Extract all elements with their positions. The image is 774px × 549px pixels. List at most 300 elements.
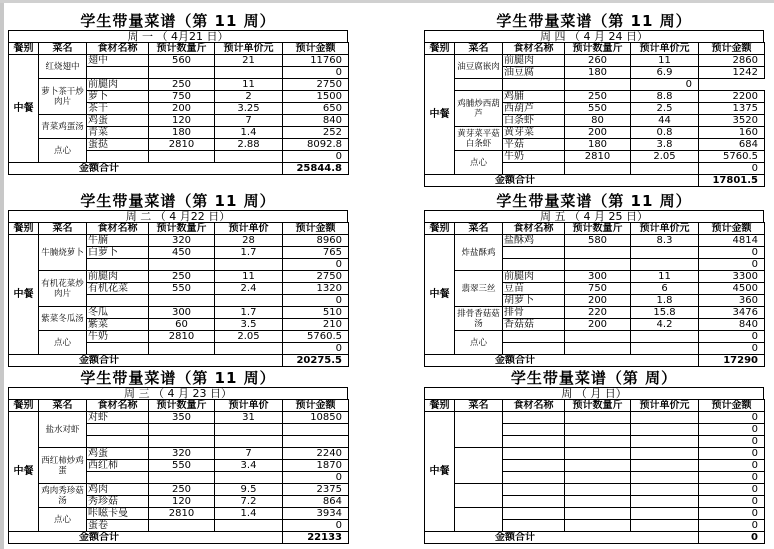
ingredient-cell: [503, 484, 565, 496]
dish-name-cell: 萝卜茶干炒肉片: [39, 79, 87, 115]
ingredient-cell: 紫菜: [87, 319, 149, 331]
amount-cell: 1242: [699, 67, 765, 79]
unit-price-cell: [215, 424, 283, 436]
column-header: 菜名: [455, 43, 503, 55]
ingredient-cell: 平菇: [503, 139, 565, 151]
column-header: 菜名: [455, 400, 503, 412]
table-row: [425, 484, 765, 496]
meal-type-cell: 中餐: [425, 235, 455, 355]
ingredient-cell: 茶干: [87, 103, 149, 115]
dish-name-cell: 西红柿炒鸡蛋: [39, 448, 87, 484]
column-header: 菜名: [39, 223, 87, 235]
column-header: 预计金额: [283, 400, 349, 412]
unit-price-cell: 7: [215, 115, 283, 127]
amount-cell: 2750: [283, 79, 349, 91]
column-header: 预计金额: [699, 223, 765, 235]
amount-cell: 840: [699, 319, 765, 331]
menu-block-monday: [8, 12, 348, 175]
column-header: 餐别: [425, 400, 455, 412]
meal-type-cell: 中餐: [425, 55, 455, 175]
unit-price-cell: 3.25: [215, 103, 283, 115]
quantity-cell: 250: [149, 79, 215, 91]
amount-cell: 2375: [283, 484, 349, 496]
quantity-cell: 750: [149, 91, 215, 103]
amount-cell: 3520: [699, 115, 765, 127]
unit-price-cell: 1.4: [215, 127, 283, 139]
quantity-cell: 550: [565, 103, 631, 115]
amount-cell: 2200: [699, 91, 765, 103]
column-header: 预计数量斤: [149, 43, 215, 55]
table-row: [9, 484, 349, 496]
quantity-cell: [565, 331, 631, 343]
amount-cell: 0: [699, 472, 765, 484]
table-row: [425, 412, 765, 424]
ingredient-cell: 鸡蛋: [87, 115, 149, 127]
amount-cell: [283, 436, 349, 448]
unit-price-cell: [215, 295, 283, 307]
column-header: 菜名: [39, 400, 87, 412]
dish-name-cell: 青菜鸡蛋汤: [39, 115, 87, 139]
amount-cell: 4500: [699, 283, 765, 295]
header-row: [425, 400, 765, 412]
quantity-cell: 550: [149, 283, 215, 295]
unit-price-cell: [631, 436, 699, 448]
menu-block-thursday: [424, 12, 764, 187]
amount-cell: 650: [283, 103, 349, 115]
quantity-cell: [565, 247, 631, 259]
column-header: 预计数量斤: [149, 400, 215, 412]
ingredient-cell: [503, 412, 565, 424]
unit-price-cell: 21: [215, 55, 283, 67]
amount-cell: 0: [631, 79, 699, 91]
unit-price-cell: [631, 484, 699, 496]
unit-price-cell: 6: [631, 283, 699, 295]
ingredient-cell: 排骨: [503, 307, 565, 319]
table-row: [9, 412, 349, 424]
day-date-header: 周 二 （ 4 月22 日）: [8, 210, 348, 222]
total-row: [9, 532, 349, 544]
total-amount: 20275.5: [283, 355, 349, 367]
unit-price-cell: [215, 67, 283, 79]
menu-title: 学生带量菜谱（第 11 周）: [496, 12, 692, 30]
amount-cell: 0: [699, 520, 765, 532]
ingredient-cell: 有机花菜: [87, 283, 149, 295]
amount-cell: 0: [699, 331, 765, 343]
quantity-cell: [565, 460, 631, 472]
ingredient-cell: 前腿肉: [503, 55, 565, 67]
window-frame-top: [0, 0, 774, 3]
amount-cell: 0: [699, 163, 765, 175]
amount-cell: 0: [283, 259, 349, 271]
column-header: 餐别: [425, 223, 455, 235]
total-row: [425, 175, 765, 187]
column-header: 菜名: [39, 43, 87, 55]
ingredient-cell: 白条虾: [503, 115, 565, 127]
column-header: 食材名称: [87, 400, 149, 412]
ingredient-cell: [455, 79, 503, 91]
unit-price-cell: [631, 460, 699, 472]
total-amount: 0: [699, 532, 765, 544]
quantity-cell: 200: [565, 319, 631, 331]
quantity-cell: 2810: [149, 331, 215, 343]
column-header: 预计单价元: [631, 400, 699, 412]
dish-name-cell: [455, 448, 503, 484]
table-row: [425, 79, 765, 91]
window-frame-left: [0, 0, 4, 549]
unit-price-cell: 2.05: [631, 151, 699, 163]
quantity-cell: 80: [565, 115, 631, 127]
unit-price-cell: 1.7: [215, 307, 283, 319]
ingredient-cell: 鸡脯: [503, 91, 565, 103]
quantity-cell: [565, 520, 631, 532]
table-row: [9, 331, 349, 343]
table-row: [9, 307, 349, 319]
ingredient-cell: 牛腩: [87, 235, 149, 247]
dish-name-cell: 炸盐酥鸡: [455, 235, 503, 271]
ingredient-cell: 西葫芦: [503, 103, 565, 115]
menu-title: 学生带量菜谱（第 11 周）: [80, 12, 276, 30]
header-row: [9, 223, 349, 235]
ingredient-cell: [503, 460, 565, 472]
ingredient-cell: 油豆腐: [503, 67, 565, 79]
dish-name-cell: 排骨香菇菇汤: [455, 307, 503, 331]
ingredient-cell: 青菜: [87, 127, 149, 139]
quantity-cell: [565, 484, 631, 496]
ingredient-cell: 黄芽菜: [503, 127, 565, 139]
quantity-cell: [565, 163, 631, 175]
column-header: 预计单价: [215, 400, 283, 412]
quantity-cell: 120: [149, 496, 215, 508]
amount-cell: 5760.5: [283, 331, 349, 343]
amount-cell: 0: [699, 343, 765, 355]
quantity-cell: [149, 436, 215, 448]
total-amount: 17801.5: [699, 175, 765, 187]
quantity-cell: 320: [149, 448, 215, 460]
quantity-cell: [565, 448, 631, 460]
quantity-cell: [149, 520, 215, 532]
header-row: [9, 43, 349, 55]
ingredient-cell: [503, 247, 565, 259]
day-date-header: 周 一 （ 4月21 日）: [8, 30, 348, 42]
amount-cell: 1500: [283, 91, 349, 103]
table-row: [9, 448, 349, 460]
ingredient-cell: [503, 508, 565, 520]
quantity-cell: 200: [149, 103, 215, 115]
quantity-cell: 180: [149, 127, 215, 139]
quantity-cell: [565, 343, 631, 355]
day-date-header: 周 五 （ 4 月 25 日）: [424, 210, 764, 222]
ingredient-cell: [87, 295, 149, 307]
meal-type-cell: 中餐: [9, 55, 39, 163]
quantity-cell: [565, 508, 631, 520]
menu-title: 学生带量菜谱（第 周）: [510, 369, 678, 387]
unit-price-cell: [631, 259, 699, 271]
amount-cell: 11760: [283, 55, 349, 67]
quantity-cell: 250: [565, 91, 631, 103]
quantity-cell: [149, 472, 215, 484]
total-amount: 25844.8: [283, 163, 349, 175]
unit-price-cell: [215, 343, 283, 355]
unit-price-cell: 7: [215, 448, 283, 460]
amount-cell: 252: [283, 127, 349, 139]
quantity-cell: [565, 424, 631, 436]
unit-price-cell: 8.3: [631, 235, 699, 247]
column-header: 食材名称: [87, 223, 149, 235]
quantity-cell: 2810: [149, 139, 215, 151]
quantity-cell: [503, 79, 565, 91]
dish-name-cell: [455, 412, 503, 448]
quantity-cell: 60: [149, 319, 215, 331]
total-label: 金额合计: [9, 163, 283, 175]
ingredient-cell: 咔嗞卡曼: [87, 508, 149, 520]
table-row: [9, 79, 349, 91]
amount-cell: 2750: [283, 271, 349, 283]
amount-cell: 765: [283, 247, 349, 259]
menu-table: [8, 42, 349, 175]
dish-name-cell: 点心: [39, 508, 87, 532]
ingredient-cell: 前腿肉: [87, 79, 149, 91]
table-row: [425, 91, 765, 103]
amount-cell: 510: [283, 307, 349, 319]
amount-cell: 684: [699, 139, 765, 151]
amount-cell: 0: [699, 484, 765, 496]
ingredient-cell: [87, 436, 149, 448]
ingredient-cell: 香菇菇: [503, 319, 565, 331]
column-header: 餐别: [9, 43, 39, 55]
ingredient-cell: 蛋卷: [87, 520, 149, 532]
amount-cell: 3934: [283, 508, 349, 520]
ingredient-cell: [503, 331, 565, 343]
dish-name-cell: 点心: [39, 331, 87, 355]
ingredient-cell: [87, 424, 149, 436]
ingredient-cell: [503, 259, 565, 271]
unit-price-cell: 6.9: [631, 67, 699, 79]
column-header: 餐别: [9, 223, 39, 235]
unit-price-cell: 1.7: [215, 247, 283, 259]
table-row: [425, 271, 765, 283]
amount-cell: 10850: [283, 412, 349, 424]
ingredient-cell: 牛奶: [503, 151, 565, 163]
unit-price-cell: 2.05: [215, 331, 283, 343]
amount-cell: 8960: [283, 235, 349, 247]
unit-price-cell: [631, 331, 699, 343]
quantity-cell: [565, 412, 631, 424]
ingredient-cell: [503, 163, 565, 175]
quantity-cell: 2810: [565, 151, 631, 163]
amount-cell: 0: [699, 259, 765, 271]
ingredient-cell: [87, 343, 149, 355]
ingredient-cell: [503, 343, 565, 355]
meal-type-cell: 中餐: [9, 412, 39, 532]
ingredient-cell: 秀珍菇: [87, 496, 149, 508]
unit-price-cell: 8.8: [631, 91, 699, 103]
amount-cell: 4814: [699, 235, 765, 247]
unit-price-cell: 9.5: [215, 484, 283, 496]
total-label: 金额合计: [9, 532, 283, 544]
quantity-cell: 300: [565, 271, 631, 283]
quantity-cell: [149, 424, 215, 436]
ingredient-cell: [503, 424, 565, 436]
dish-name-cell: 红烧翅中: [39, 55, 87, 79]
total-label: 金额合计: [425, 175, 699, 187]
quantity-cell: 220: [565, 307, 631, 319]
dish-name-cell: [455, 484, 503, 508]
column-header: 预计金额: [283, 43, 349, 55]
quantity-cell: 250: [149, 271, 215, 283]
unit-price-cell: 31: [215, 412, 283, 424]
unit-price-cell: 2.5: [631, 103, 699, 115]
amount-cell: 0: [699, 247, 765, 259]
column-header: 食材名称: [503, 400, 565, 412]
dish-name-cell: 翡翠三丝: [455, 271, 503, 307]
column-header: 餐别: [425, 43, 455, 55]
menu-table: [424, 42, 765, 187]
total-label: 金额合计: [9, 355, 283, 367]
unit-price-cell: [215, 259, 283, 271]
dish-name-cell: 鸡肉秀珍菇汤: [39, 484, 87, 508]
quantity-cell: 180: [565, 67, 631, 79]
day-date-header: 周 四 （ 4 月 24 日）: [424, 30, 764, 42]
table-row: [425, 127, 765, 139]
unit-price-cell: [631, 496, 699, 508]
quantity-cell: [149, 259, 215, 271]
day-date-header: 周 三 （ 4 月 23 日）: [8, 387, 348, 399]
quantity-cell: [565, 496, 631, 508]
ingredient-cell: 盐酥鸡: [503, 235, 565, 247]
unit-price-cell: [631, 343, 699, 355]
unit-price-cell: [631, 448, 699, 460]
unit-price-cell: 4.2: [631, 319, 699, 331]
dish-name-cell: 鸡脯炒西葫芦: [455, 91, 503, 127]
column-header: 预计单价元: [215, 43, 283, 55]
table-row: [9, 55, 349, 67]
menu-table: [8, 399, 349, 544]
column-header: 食材名称: [503, 223, 565, 235]
quantity-cell: 550: [149, 460, 215, 472]
unit-price-cell: 2: [215, 91, 283, 103]
dish-name-cell: 油豆腐嵌肉: [455, 55, 503, 79]
quantity-cell: 200: [565, 127, 631, 139]
ingredient-cell: [503, 520, 565, 532]
unit-price-cell: [631, 247, 699, 259]
quantity-cell: [565, 472, 631, 484]
column-header: 食材名称: [87, 43, 149, 55]
dish-name-cell: 点心: [455, 151, 503, 175]
quantity-cell: [149, 67, 215, 79]
ingredient-cell: [87, 259, 149, 271]
amount-cell: 2240: [283, 448, 349, 460]
unit-price-cell: 11: [215, 79, 283, 91]
column-header: 食材名称: [503, 43, 565, 55]
unit-price-cell: 3.8: [631, 139, 699, 151]
ingredient-cell: [503, 472, 565, 484]
quantity-cell: [149, 151, 215, 163]
quantity-cell: 560: [149, 55, 215, 67]
ingredient-cell: [87, 151, 149, 163]
quantity-cell: 350: [149, 412, 215, 424]
menu-block-friday: [424, 192, 764, 367]
quantity-cell: 320: [149, 235, 215, 247]
quantity-cell: [565, 259, 631, 271]
column-header: 预计数量斤: [565, 223, 631, 235]
amount-cell: 1870: [283, 460, 349, 472]
total-row: [9, 163, 349, 175]
dish-name-cell: 盐水对虾: [39, 412, 87, 448]
ingredient-cell: 翅中: [87, 55, 149, 67]
unit-price-cell: [565, 79, 631, 91]
day-date-header: 周 （ 月 日）: [424, 387, 764, 399]
unit-price-cell: [215, 520, 283, 532]
amount-cell: 0: [283, 295, 349, 307]
table-row: [425, 448, 765, 460]
column-header: 预计单价元: [631, 43, 699, 55]
menu-block-blank: [424, 369, 764, 544]
dish-name-cell: [455, 508, 503, 532]
amount-cell: 0: [283, 343, 349, 355]
column-header: 预计单价: [215, 223, 283, 235]
ingredient-cell: [87, 67, 149, 79]
amount-cell: 5760.5: [699, 151, 765, 163]
table-row: [425, 235, 765, 247]
unit-price-cell: 28: [215, 235, 283, 247]
quantity-cell: 180: [565, 139, 631, 151]
unit-price-cell: 2.4: [215, 283, 283, 295]
amount-cell: 1320: [283, 283, 349, 295]
ingredient-cell: 豆苗: [503, 283, 565, 295]
table-row: [9, 115, 349, 127]
unit-price-cell: [631, 412, 699, 424]
ingredient-cell: 前腿肉: [503, 271, 565, 283]
amount-cell: 160: [699, 127, 765, 139]
ingredient-cell: 牛奶: [87, 331, 149, 343]
column-header: 预计金额: [699, 43, 765, 55]
unit-price-cell: 1.8: [631, 295, 699, 307]
amount-cell: 2860: [699, 55, 765, 67]
ingredient-cell: [503, 436, 565, 448]
unit-price-cell: [631, 520, 699, 532]
unit-price-cell: 11: [215, 271, 283, 283]
column-header: 预计金额: [699, 400, 765, 412]
ingredient-cell: [87, 472, 149, 484]
amount-cell: 3476: [699, 307, 765, 319]
dish-name-cell: 黄芽菜平菇白条虾: [455, 127, 503, 151]
menu-table: [424, 399, 765, 544]
amount-cell: 0: [283, 151, 349, 163]
total-amount: 22133: [283, 532, 349, 544]
amount-cell: 840: [283, 115, 349, 127]
ingredient-cell: 蛋挞: [87, 139, 149, 151]
amount-cell: 0: [283, 520, 349, 532]
table-row: [425, 508, 765, 520]
amount-cell: 210: [283, 319, 349, 331]
amount-cell: 0: [699, 448, 765, 460]
amount-cell: 0: [699, 496, 765, 508]
unit-price-cell: 3.5: [215, 319, 283, 331]
column-header: 预计单价元: [631, 223, 699, 235]
unit-price-cell: [631, 508, 699, 520]
ingredient-cell: 白萝卜: [87, 247, 149, 259]
unit-price-cell: 7.2: [215, 496, 283, 508]
dish-name-cell: 牛腩烧萝卜: [39, 235, 87, 271]
dish-name-cell: 点心: [455, 331, 503, 355]
menu-table: [424, 222, 765, 367]
total-row: [425, 355, 765, 367]
ingredient-cell: [503, 496, 565, 508]
amount-cell: 0: [699, 412, 765, 424]
menu-block-wednesday: [8, 369, 348, 544]
quantity-cell: 250: [149, 484, 215, 496]
column-header: 预计数量斤: [149, 223, 215, 235]
